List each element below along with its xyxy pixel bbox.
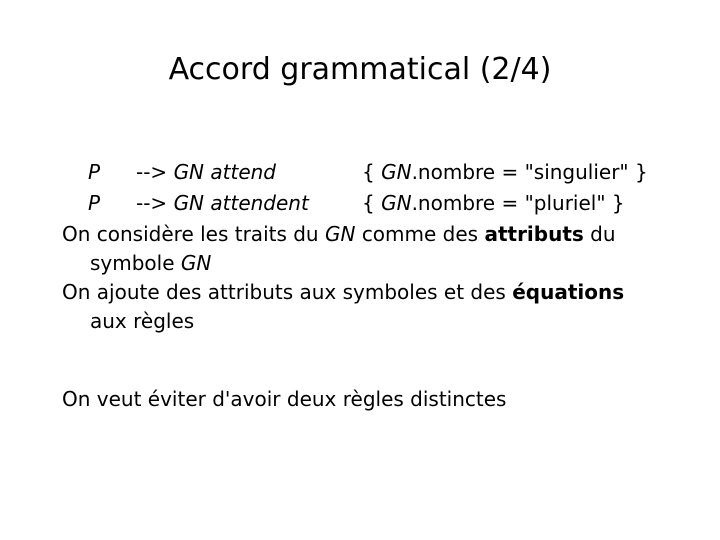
constraint-expression: .nombre = "singulier" } <box>411 160 648 184</box>
constraint-open: { <box>362 191 375 215</box>
text-segment: On considère les traits du <box>62 222 319 246</box>
bold-term-attributs: attributs <box>484 222 584 246</box>
rule-constraint <box>362 158 648 187</box>
rule-lhs: P <box>88 160 101 184</box>
paragraph-attributes <box>62 220 624 278</box>
text-segment: On ajoute des attributs aux symboles et des <box>62 280 506 304</box>
symbol-gn: GN <box>180 251 212 275</box>
slide-body <box>62 158 648 414</box>
rule-rhs-symbol: GN <box>173 191 205 215</box>
rule-lhs: P <box>88 191 101 215</box>
grammar-rule-singular <box>62 158 648 189</box>
text-segment: On veut éviter d'avoir deux règles distinctes <box>62 387 507 411</box>
slide-title: Accord grammatical (2/4) <box>168 52 552 87</box>
rule-rhs <box>136 158 276 187</box>
paragraph-avoid-rules <box>62 385 624 414</box>
paragraph-line <box>62 307 624 336</box>
rule-arrow: --> <box>136 191 168 215</box>
rule-rhs <box>136 189 309 218</box>
paragraph-equations <box>62 278 624 336</box>
bold-term-equations: équations <box>512 280 625 304</box>
text-segment: comme des <box>361 222 479 246</box>
text-segment: aux règles <box>90 309 195 333</box>
paragraph-line <box>62 278 624 307</box>
text-segment: symbole <box>90 251 175 275</box>
text-segment: du <box>590 222 616 246</box>
grammar-rule-plural <box>62 189 624 220</box>
rule-rhs-symbol: GN <box>173 160 205 184</box>
constraint-expression: .nombre = "pluriel" } <box>411 191 625 215</box>
paragraph-line <box>62 249 624 278</box>
rule-rhs-word: attendent <box>210 191 309 215</box>
rule-arrow: --> <box>136 160 168 184</box>
spacer <box>62 336 624 385</box>
constraint-open: { <box>362 160 375 184</box>
symbol-gn: GN <box>324 222 356 246</box>
rule-constraint <box>362 189 625 218</box>
constraint-symbol: GN <box>381 191 412 215</box>
paragraph-line <box>62 220 624 249</box>
constraint-symbol: GN <box>381 160 412 184</box>
rule-rhs-word: attend <box>210 160 277 184</box>
